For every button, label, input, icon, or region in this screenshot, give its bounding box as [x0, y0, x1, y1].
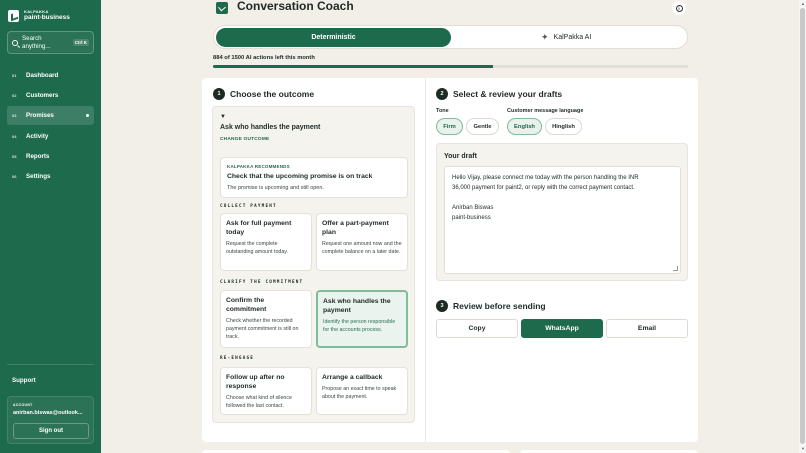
- nav-label: Activity: [26, 132, 49, 140]
- search-button[interactable]: [7, 31, 94, 54]
- sidebar-item-activity[interactable]: [7, 127, 94, 146]
- option-title: Ask who handles the payment: [323, 298, 391, 314]
- sidebar-item-reports[interactable]: [7, 147, 94, 166]
- scrollbar-thumb[interactable]: [800, 8, 805, 444]
- group-label-clarify: CLARIFY THE COMMITMENT: [220, 280, 304, 285]
- option-title: Follow up after no response: [226, 374, 285, 390]
- brand-logo-icon: [8, 10, 19, 22]
- option-desc: Request one amount now and the complete balance on a later date.: [322, 241, 402, 255]
- step-1-number: 1: [213, 88, 225, 100]
- sidebar: [0, 0, 101, 453]
- copy-button[interactable]: Copy: [436, 319, 518, 338]
- option-full-payment[interactable]: [220, 213, 312, 271]
- resize-handle-icon[interactable]: [673, 266, 678, 271]
- coach-logo-icon: [216, 2, 228, 14]
- account-card: [7, 396, 94, 444]
- option-title: Offer a part-payment plan: [322, 220, 389, 236]
- step-1-title: Choose the outcome: [230, 89, 315, 99]
- recommendation-desc: The promise is upcoming and still open.: [227, 185, 324, 191]
- scroll-up-icon[interactable]: ▲: [801, 1, 805, 6]
- nav-label: Settings: [26, 172, 51, 180]
- page-title: Conversation Coach: [237, 0, 354, 13]
- step-2-title: Select & review your drafts: [453, 89, 563, 99]
- option-title: Confirm the commitment: [226, 297, 267, 313]
- search-shortcut: Ctrl K: [74, 40, 87, 45]
- scroll-down-icon[interactable]: ▼: [801, 446, 805, 451]
- group-label-collect: COLLECT PAYMENT: [220, 204, 277, 209]
- option-title: Arrange a callback: [322, 374, 383, 381]
- selected-outcome-title: Ask who handles the payment: [220, 124, 321, 131]
- nav-num: 05: [12, 153, 17, 159]
- mode-ai-label: KalPakka AI: [553, 34, 592, 41]
- option-callback[interactable]: [316, 367, 408, 415]
- tone-gentle-chip[interactable]: Gentle: [466, 118, 499, 135]
- nav-label: Promises: [26, 112, 54, 120]
- step-3-number: 3: [436, 300, 448, 312]
- draft-line: paint-business: [452, 215, 491, 221]
- group-label-reengage: RE-ENGAGE: [220, 356, 255, 361]
- mode-deterministic-button[interactable]: Deterministic: [216, 28, 451, 47]
- usage-progress: [213, 65, 688, 68]
- usage-progress-fill: [213, 65, 493, 68]
- draft-title: Your draft: [444, 153, 477, 160]
- nav-num: 01: [12, 73, 17, 78]
- language-label: Customer message language: [507, 108, 584, 114]
- email-button[interactable]: Email: [606, 319, 688, 338]
- nav-label: Dashboard: [26, 72, 59, 79]
- whatsapp-button[interactable]: WhatsApp: [521, 319, 603, 338]
- column-divider: [425, 78, 426, 442]
- nav-label: Reports: [26, 152, 50, 160]
- draft-line: Hello Vijay, please connect me today with the person handling the INR: [452, 175, 639, 181]
- step-2-number: 2: [436, 88, 448, 100]
- draft-line: 36,000 payment for paint2, or reply with the correct payment contact.: [452, 185, 635, 191]
- brand[interactable]: [8, 9, 70, 22]
- option-desc: Choose what kind of silence followed the last contact.: [226, 395, 292, 409]
- sidebar-item-promises[interactable]: [7, 106, 94, 125]
- page-scrollbar[interactable]: [799, 0, 806, 453]
- account-email: anirban.biswas@outlook...: [13, 410, 83, 416]
- option-desc: Propose an exact time to speak about the payment.: [322, 386, 397, 400]
- option-ask-who-handles[interactable]: [316, 290, 408, 348]
- sidebar-item-settings[interactable]: [7, 167, 94, 186]
- nav-num: 03: [12, 113, 17, 119]
- collapse-caret-icon[interactable]: ▼: [220, 114, 226, 120]
- step-3-title: Review before sending: [453, 301, 546, 311]
- info-button[interactable]: [672, 1, 686, 15]
- language-english-chip[interactable]: English: [507, 118, 542, 135]
- nav-num: 06: [12, 173, 17, 179]
- sidebar-item-customers[interactable]: [7, 86, 94, 105]
- option-title: Ask for full payment today: [226, 220, 292, 236]
- language-hinglish-chip[interactable]: Hinglish: [545, 118, 582, 135]
- draft-line: Anirban Biswas: [452, 205, 494, 211]
- sidebar-divider: [7, 364, 94, 365]
- sidebar-item-dashboard[interactable]: [7, 66, 94, 85]
- tone-label: Tone: [436, 108, 449, 114]
- support-link[interactable]: Support: [12, 377, 36, 384]
- option-follow-up[interactable]: [220, 367, 312, 415]
- option-desc: Check whether the recorded payment commitment is still on track.: [226, 318, 299, 340]
- brand-company: KALPAKKA: [24, 9, 49, 14]
- draft-line: [452, 193, 673, 203]
- mode-ai-button[interactable]: [541, 28, 591, 47]
- draft-textarea[interactable]: [444, 166, 681, 274]
- tone-firm-chip[interactable]: Firm: [436, 118, 463, 135]
- change-outcome-link[interactable]: CHANGE OUTCOME: [220, 137, 270, 142]
- recommendation-label: KALPAKKA RECOMMENDS: [227, 164, 290, 169]
- option-confirm-commitment[interactable]: [220, 290, 312, 348]
- nav-num: 02: [12, 93, 17, 99]
- draft-panel: [436, 143, 688, 281]
- option-desc: Identify the person responsible for the accounts process.: [323, 319, 396, 333]
- usage-text: 884 of 1500 AI actions left this month: [213, 55, 315, 61]
- active-dot-icon: [86, 114, 89, 117]
- option-part-payment[interactable]: [316, 213, 408, 271]
- sidebar-nav: [7, 66, 94, 187]
- brand-name: paint-business: [24, 14, 70, 21]
- nav-num: 04: [12, 133, 17, 139]
- search-label: Search anything...: [22, 34, 51, 50]
- sign-out-button[interactable]: Sign out: [13, 423, 89, 439]
- option-desc: Request the complete outstanding amount today.: [226, 241, 289, 255]
- account-label: ACCOUNT: [13, 403, 33, 407]
- recommendation-card[interactable]: [220, 157, 408, 198]
- info-icon: i: [676, 5, 683, 12]
- search-icon: [12, 40, 18, 46]
- nav-label: Customers: [26, 92, 59, 100]
- sparkle-icon: ✦: [541, 32, 549, 42]
- recommendation-title: Check that the upcoming promise is on track: [227, 173, 373, 180]
- mode-toggle: [213, 25, 688, 49]
